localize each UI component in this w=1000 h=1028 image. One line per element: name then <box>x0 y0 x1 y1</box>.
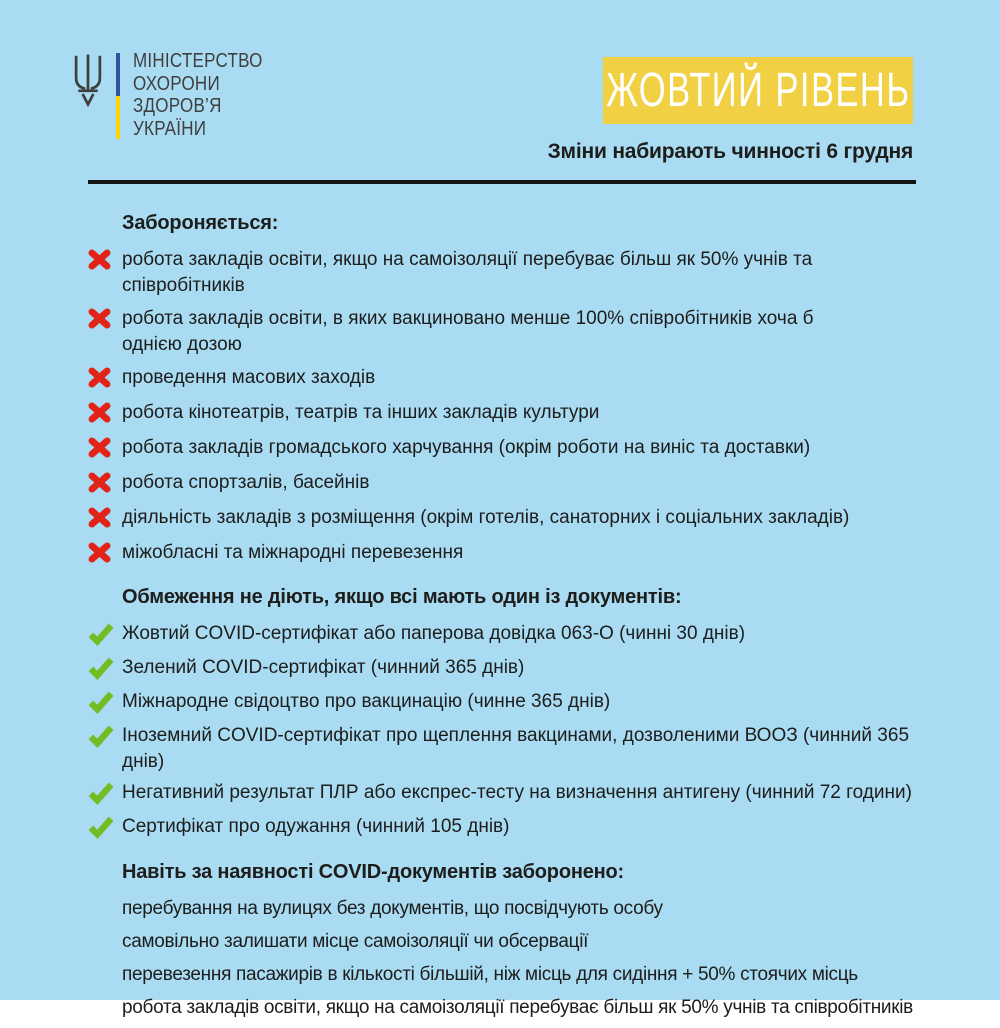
list-item-text: Сертифікат про одужання (чинний 105 днів) <box>122 816 510 837</box>
x-mark-icon <box>88 247 122 275</box>
ministry-name <box>133 50 263 140</box>
list-item <box>88 365 918 393</box>
flag-bar-blue <box>116 53 120 96</box>
check-icon <box>88 814 122 843</box>
square-icon <box>88 995 122 1015</box>
list-item <box>88 247 918 299</box>
square-icon <box>88 962 122 982</box>
list-item-text: перебування на вулицях без документів, що посвідчують особу <box>122 898 663 919</box>
x-mark-icon <box>88 435 122 463</box>
x-mark-icon <box>88 505 122 533</box>
list-item-text: Міжнародне свідоцтво про вакцинацію (чинне 365 днів) <box>122 691 611 712</box>
ministry-name-line: ОХОРОНИ <box>133 72 220 95</box>
ministry-name-line: МІНІСТЕРСТВО <box>133 50 263 72</box>
x-mark-icon <box>88 470 122 498</box>
list-item-text: самовільно залишати місце самоізоляції чи обсервації <box>122 931 589 952</box>
list-item <box>88 962 918 988</box>
list-item-text: Негативний результат ПЛР або експрес-тесту на визначення антигену (чинний 72 години) <box>122 782 912 803</box>
section-heading: Обмеження не діють, якщо всі мають один із документів: <box>122 586 682 608</box>
list-item <box>88 400 918 428</box>
square-icon <box>88 896 122 916</box>
list-item-text: робота закладів освіти, в яких вакциновано менше 100% співробітників хоча б однією дозою <box>122 308 814 355</box>
list-item-text: робота закладів освіти, якщо на самоізоляції перебуває більш як 50% учнів та співробітників <box>122 997 913 1018</box>
list-item <box>88 689 918 718</box>
check-icon <box>88 621 122 650</box>
list-item-text: міжобласні та міжнародні перевезення <box>122 542 464 563</box>
section-heading: Навіть за наявності COVID-документів заборонено: <box>122 861 625 883</box>
section-prohibited <box>88 212 918 568</box>
check-icon <box>88 689 122 718</box>
check-icon <box>88 780 122 809</box>
trident-icon <box>70 53 106 107</box>
section-prohibited-even-with-documents <box>88 861 918 1021</box>
list-item <box>88 655 918 684</box>
list-item <box>88 621 918 650</box>
divider-line <box>88 180 916 184</box>
x-mark-icon <box>88 540 122 568</box>
list-item-text: робота спортзалів, басейнів <box>122 472 370 493</box>
ministry-name-line: ЗДОРОВ’Я <box>133 95 222 117</box>
list-item <box>88 306 918 358</box>
list-item <box>88 929 918 955</box>
level-banner <box>603 57 913 124</box>
list-item <box>88 995 918 1021</box>
list-item-text: перевезення пасажирів в кількості більшій, ніж місць для сидіння + 50% стоячих місць <box>122 964 858 985</box>
check-icon <box>88 655 122 684</box>
list-item <box>88 435 918 463</box>
list-item <box>88 723 918 775</box>
section-heading: Забороняється: <box>122 212 279 234</box>
x-mark-icon <box>88 365 122 393</box>
ministry-logo <box>70 50 286 140</box>
list-item-text: Іноземний COVID-сертифікат про щеплення вакцинами, дозволеними ВООЗ (чинний 365 днів) <box>122 725 910 772</box>
flag-bar-yellow <box>116 96 120 139</box>
list-item <box>88 505 918 533</box>
level-banner-label: ЖОВТИЙ РІВЕНЬ <box>605 64 911 117</box>
list-item-text: діяльність закладів з розміщення (окрім готелів, санаторних і соціальних закладів) <box>122 507 850 528</box>
flag-bar <box>116 53 120 139</box>
ministry-name-line: УКРАЇНИ <box>133 117 207 140</box>
x-mark-icon <box>88 306 122 334</box>
list-item <box>88 814 918 843</box>
list-item <box>88 540 918 568</box>
list-item <box>88 896 918 922</box>
list-item-text: робота закладів освіти, якщо на самоізоляції перебуває більш як 50% учнів та співробітників <box>122 249 813 296</box>
x-mark-icon <box>88 400 122 428</box>
effective-date-note: Зміни набирають чинності 6 грудня <box>547 140 913 163</box>
check-icon <box>88 723 122 752</box>
list-item-text: Жовтий COVID-сертифікат або паперова довідка 063-О (чинні 30 днів) <box>122 623 746 644</box>
content <box>88 212 918 1028</box>
list-item-text: робота закладів громадського харчування (окрім роботи на виніс та доставки) <box>122 437 811 458</box>
list-item-text: проведення масових заходів <box>122 367 376 388</box>
list-item-text: робота кінотеатрів, театрів та інших закладів культури <box>122 402 600 423</box>
list-item-text: Зелений COVID-сертифікат (чинний 365 днів) <box>122 657 525 678</box>
list-item <box>88 470 918 498</box>
section-documents <box>88 586 918 843</box>
square-icon <box>88 929 122 949</box>
list-item <box>88 780 918 809</box>
